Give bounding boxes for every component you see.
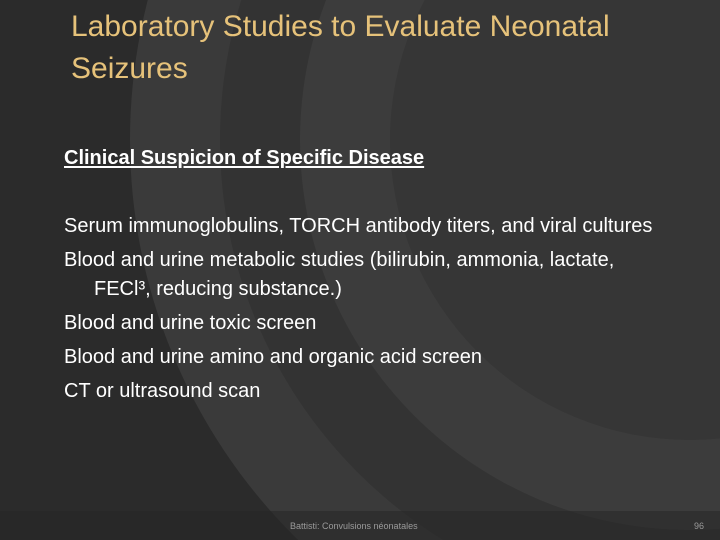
list-item: CT or ultrasound scan [64, 380, 261, 402]
section-heading: Clinical Suspicion of Specific Disease [64, 147, 425, 169]
list-item: Serum immunoglobulins, TORCH antibody titers, and viral cultures [64, 215, 653, 237]
list-item: Blood and urine amino and organic acid screen [64, 346, 483, 368]
test-list [64, 212, 664, 411]
footer-text: Battisti: Convulsions néonatales [290, 521, 418, 531]
slide-title: Laboratory Studies to Evaluate Neonatal Seizures [71, 10, 610, 85]
page-number: 96 [693, 521, 704, 531]
list-item: Blood and urine toxic screen [64, 312, 317, 334]
list-item: Blood and urine metabolic studies (bilirubin, ammonia, lactate, FECl³, reducing substance.) [64, 249, 615, 300]
